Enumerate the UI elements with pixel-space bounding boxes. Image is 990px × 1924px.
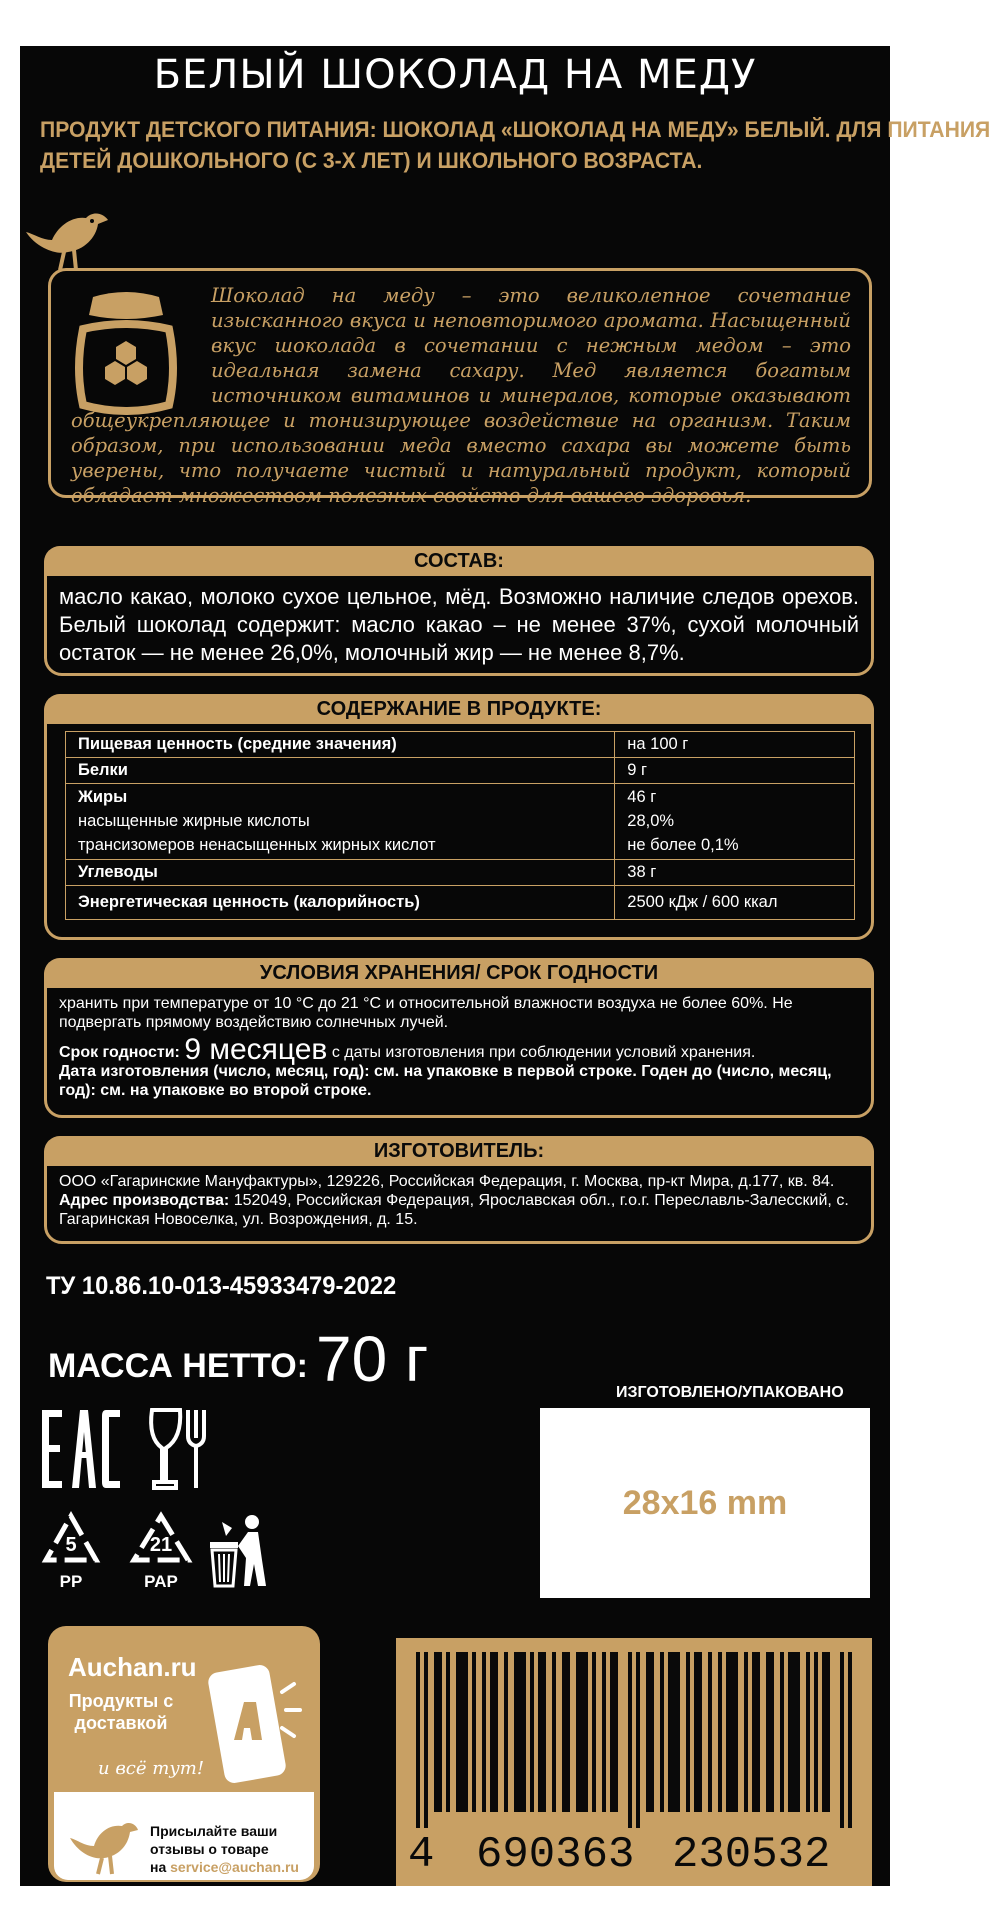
barcode-bars bbox=[416, 1652, 856, 1812]
recycle-pap-number: 21 bbox=[149, 1534, 173, 1556]
storage-section bbox=[44, 958, 874, 1118]
nutrition-key: Белки bbox=[66, 758, 615, 784]
manufacturer-section bbox=[44, 1136, 874, 1244]
net-weight-value: 70 г bbox=[315, 1323, 429, 1395]
review-area bbox=[54, 1792, 314, 1880]
table-row bbox=[66, 860, 855, 886]
smartphone-icon bbox=[198, 1662, 302, 1790]
nutrition-value: 46 г bbox=[627, 788, 657, 806]
subtitle-line-2: ДЕТЕЙ ДОШКОЛЬНОГО (С 3-Х ЛЕТ) И ШКОЛЬНОГО ВОЗРАСТА. bbox=[40, 148, 703, 173]
shelf-life-tail: с даты изготовления при соблюдении условий хранения. bbox=[331, 1044, 756, 1061]
barcode-first-digit: 4 bbox=[408, 1830, 435, 1880]
nutrition-subvalue: 28,0% bbox=[627, 812, 675, 830]
table-row bbox=[66, 784, 855, 860]
storage-text bbox=[59, 994, 867, 1100]
subtitle-line-1: ПРОДУКТ ДЕТСКОГО ПИТАНИЯ: ШОКОЛАД «ШОКОЛАД НА МЕДУ» БЕЛЫЙ. ДЛЯ ПИТАНИЯ bbox=[40, 117, 990, 142]
review-line-3 bbox=[150, 1858, 299, 1876]
made-packed-label: ИЗГОТОВЛЕНО/УПАКОВАНО bbox=[616, 1384, 844, 1401]
barcode-group-1: 690363 bbox=[476, 1830, 635, 1880]
nutrition-section bbox=[44, 694, 874, 940]
storage-conditions: хранить при температуре от 10 °С до 21 °С и относительной влажности воздуха не более 60%. Не подвергать прямому воздействию солнечных лучей. bbox=[59, 995, 793, 1031]
shelf-life-label: Срок годности: bbox=[59, 1044, 180, 1061]
storage-heading: УСЛОВИЯ ХРАНЕНИЯ/ СРОК ГОДНОСТИ bbox=[44, 958, 874, 988]
food-contact-icon bbox=[148, 1408, 212, 1490]
table-row bbox=[66, 732, 855, 758]
promo-slogan: и всё тут! bbox=[98, 1758, 205, 1779]
product-subtitle bbox=[40, 114, 990, 176]
nutrition-value: 38 г bbox=[615, 860, 855, 886]
nutrition-key: Пищевая ценность (средние значения) bbox=[66, 732, 615, 758]
manufacturer-text bbox=[59, 1172, 867, 1229]
net-weight-label: МАССА НЕТТО: bbox=[48, 1347, 308, 1385]
composition-heading: СОСТАВ: bbox=[44, 546, 874, 576]
production-dates: Дата изготовления (число, месяц, год): см. на упаковке в первой строке. Годен до (число, месяц, год): см. на упаковке во второй строке. bbox=[59, 1063, 832, 1099]
honey-description-box bbox=[48, 268, 872, 507]
review-text bbox=[150, 1822, 299, 1876]
review-line-1: Присылайте ваши bbox=[150, 1823, 278, 1839]
nutrition-key: Энергетическая ценность (калорийность) bbox=[66, 886, 615, 920]
table-row bbox=[66, 758, 855, 784]
auchan-promo-box bbox=[48, 1626, 320, 1882]
eac-mark-icon bbox=[42, 1410, 122, 1488]
production-address bbox=[59, 1191, 867, 1229]
composition-section bbox=[44, 546, 874, 676]
recycle-pp-number: 5 bbox=[65, 1534, 77, 1556]
promo-delivery-text: Продукты с доставкой bbox=[68, 1691, 174, 1733]
nutrition-table bbox=[65, 731, 855, 920]
production-address-label: Адрес производства: bbox=[59, 1192, 230, 1209]
dispose-properly-icon bbox=[208, 1512, 270, 1588]
shelf-life bbox=[59, 1033, 867, 1066]
composition-text: масло какао, молоко сухое цельное, мёд. Возможно наличие следов орехов. Белый шоколад содержит: масло какао – не менее 37%, сухой молочный остаток — не менее 26,0%, молочный жир — не менее 8,7%. bbox=[59, 584, 859, 665]
auchan-bird-icon bbox=[24, 204, 110, 274]
date-print-area: 28x16 mm bbox=[540, 1408, 870, 1598]
product-label bbox=[20, 46, 990, 1886]
nutrition-subkey: трансизомеров ненасыщенных жирных кислот bbox=[78, 836, 436, 854]
recycle-pap-label: PAP bbox=[144, 1572, 178, 1591]
product-title: БЕЛЫЙ ШОКОЛАД НА МЕДУ bbox=[153, 52, 757, 98]
nutrition-subvalue: не более 0,1% bbox=[627, 836, 739, 854]
nutrition-heading: СОДЕРЖАНИЕ В ПРОДУКТЕ: bbox=[44, 694, 874, 724]
recycle-pp-label: PP bbox=[59, 1572, 83, 1591]
barcode bbox=[396, 1638, 872, 1886]
nutrition-value: 9 г bbox=[615, 758, 855, 784]
barcode-group-2: 230532 bbox=[672, 1830, 831, 1880]
review-prefix: на bbox=[150, 1859, 171, 1875]
table-row bbox=[66, 886, 855, 920]
manufacturer-company: ООО «Гагаринские Мануфактуры», 129226, Российская Федерация, г. Москва, пр-кт Мира, д.177, кв. 84. bbox=[59, 1173, 835, 1190]
honey-description-text: Шоколад на меду – это великолепное сочетание изысканного вкуса и неповторимого аромата. Насыщенный вкус шоколада в сочетании с нежным медом – это идеальная замена сахару. Мед является богатым источником витаминов и минералов, которые оказывают общеукрепляющее и тонизирующее воздействие на организм. Таким образом, при использовании меда вместо сахара вы можете быть уверены, что получаете чистый и натуральный продукт, который обладает множеством полезных свойств для вашего здоровья. bbox=[71, 284, 851, 507]
nutrition-value: 2500 кДж / 600 ккал bbox=[615, 886, 855, 920]
nutrition-fats-values bbox=[615, 784, 855, 860]
shelf-life-value: 9 месяцев bbox=[184, 1033, 328, 1066]
manufacturer-heading: ИЗГОТОВИТЕЛЬ: bbox=[44, 1136, 874, 1166]
review-line-2: отзывы о товаре bbox=[150, 1841, 269, 1857]
tech-spec-code: ТУ 10.86.10-013-45933479-2022 bbox=[46, 1272, 397, 1300]
review-email[interactable]: service@auchan.ru bbox=[170, 1859, 299, 1875]
nutrition-key: Жиры bbox=[78, 788, 128, 806]
nutrition-fats-cell bbox=[66, 784, 615, 860]
nutrition-subkey: насыщенные жирные кислоты bbox=[78, 812, 310, 830]
nutrition-key: Углеводы bbox=[66, 860, 615, 886]
eac-mark-text bbox=[20, 46, 21, 47]
production-address-value: 152049, Российская Федерация, Ярославская обл., г.о.г. Переславль-Залесский, с. Гагаринская Новоселка, ул. Возрождения, д. 15. bbox=[59, 1192, 849, 1228]
net-weight bbox=[48, 1322, 428, 1396]
bird-mascot-icon bbox=[64, 1812, 140, 1876]
auchan-site: Auchan.ru bbox=[68, 1652, 197, 1682]
nutrition-value: на 100 г bbox=[615, 732, 855, 758]
